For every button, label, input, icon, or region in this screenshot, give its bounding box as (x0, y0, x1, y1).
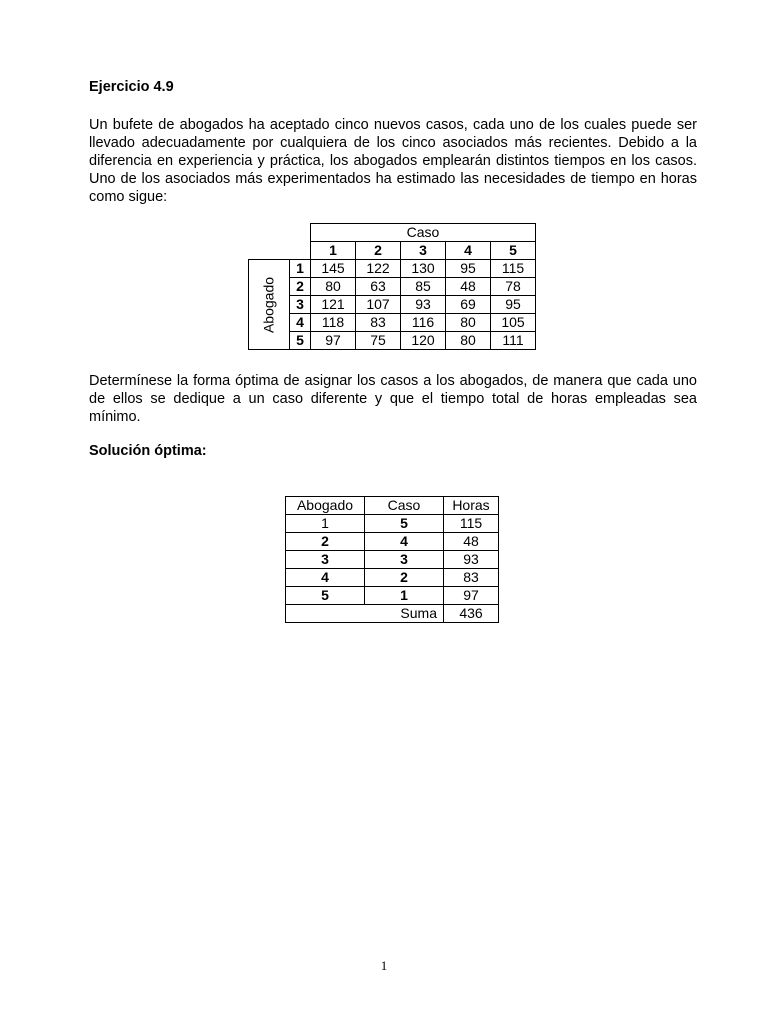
caso-cell: 4 (365, 533, 444, 551)
table-row (249, 332, 536, 350)
hours-table (248, 223, 536, 350)
paragraph-line: como sigue: (89, 189, 168, 205)
col-header: 1 (311, 242, 356, 260)
table-cell: 80 (446, 332, 491, 350)
table-cell: 93 (401, 296, 446, 314)
solution-title: Solución óptima: (89, 443, 207, 459)
table-cell: 97 (311, 332, 356, 350)
row-header: 2 (290, 278, 311, 296)
table-cell: 48 (446, 278, 491, 296)
caso-cell: 2 (365, 569, 444, 587)
paragraph-line: Determínese la forma óptima de asignar los casos a los abogados, de manera que cada uno (89, 373, 697, 389)
col-header: Horas (444, 497, 499, 515)
table-cell: 83 (356, 314, 401, 332)
table-cell: 80 (446, 314, 491, 332)
col-header: Abogado (286, 497, 365, 515)
caso-cell: 5 (365, 515, 444, 533)
horas-cell: 97 (444, 587, 499, 605)
table-cell: 116 (401, 314, 446, 332)
paragraph-line: Uno de los asociados más experimentados ha estimado las necesidades de tiempo en horas (89, 171, 697, 187)
table-row (249, 314, 536, 332)
table-row (286, 551, 499, 569)
paragraph-line: llevado adecuadamente por cualquiera de los cinco asociados más recientes. Debido a la (89, 135, 697, 151)
table-cell: 63 (356, 278, 401, 296)
table-cell: 107 (356, 296, 401, 314)
table-row (286, 515, 499, 533)
question-paragraph (89, 372, 697, 426)
sum-value: 436 (444, 605, 499, 623)
abogado-cell: 2 (286, 533, 365, 551)
exercise-title: Ejercicio 4.9 (89, 79, 174, 95)
paragraph-line: mínimo. (89, 409, 141, 425)
table-row (286, 587, 499, 605)
table-cell: 111 (491, 332, 536, 350)
problem-paragraph (89, 116, 697, 206)
row-header: 3 (290, 296, 311, 314)
horas-cell: 93 (444, 551, 499, 569)
table-cell: 105 (491, 314, 536, 332)
table-row (286, 533, 499, 551)
table-cell: 145 (311, 260, 356, 278)
table-cell: 95 (491, 296, 536, 314)
paragraph-line: de ellos se dedique a un caso diferente y que el tiempo total de horas empleadas sea (89, 391, 697, 407)
table-cell: 80 (311, 278, 356, 296)
col-header: 3 (401, 242, 446, 260)
table-cell: 75 (356, 332, 401, 350)
col-header: 2 (356, 242, 401, 260)
abogado-cell: 5 (286, 587, 365, 605)
sum-row (286, 605, 499, 623)
table-cell: 121 (311, 296, 356, 314)
page-number: 1 (380, 958, 388, 973)
table-cell: 69 (446, 296, 491, 314)
table-row (249, 296, 536, 314)
table-cell: 95 (446, 260, 491, 278)
paragraph-line: Un bufete de abogados ha aceptado cinco nuevos casos, cada uno de los cuales puede ser (89, 117, 697, 133)
paragraph-line: diferencia en experiencia y práctica, los abogados emplearán distintos tiempos en los casos. (89, 153, 697, 169)
col-header: 5 (491, 242, 536, 260)
table-header-row (286, 497, 499, 515)
col-header: Caso (365, 497, 444, 515)
table-cell: 115 (491, 260, 536, 278)
row-group-label: Abogado (249, 260, 290, 350)
table-cell: 78 (491, 278, 536, 296)
abogado-cell: 3 (286, 551, 365, 569)
row-header: 4 (290, 314, 311, 332)
table-cell: 85 (401, 278, 446, 296)
horas-cell: 115 (444, 515, 499, 533)
abogado-cell: 1 (286, 515, 365, 533)
caso-cell: 3 (365, 551, 444, 569)
horas-cell: 48 (444, 533, 499, 551)
table-row (286, 569, 499, 587)
col-header: 4 (446, 242, 491, 260)
table-row (249, 260, 536, 278)
row-header: 5 (290, 332, 311, 350)
table-cell: 130 (401, 260, 446, 278)
sum-label: Suma (286, 605, 444, 623)
table-cell: 118 (311, 314, 356, 332)
table-cell: 120 (401, 332, 446, 350)
caso-cell: 1 (365, 587, 444, 605)
solution-table (285, 496, 499, 623)
table-cell: 122 (356, 260, 401, 278)
table-row (249, 278, 536, 296)
abogado-cell: 4 (286, 569, 365, 587)
row-header: 1 (290, 260, 311, 278)
col-group-label: Caso (311, 224, 536, 242)
horas-cell: 83 (444, 569, 499, 587)
